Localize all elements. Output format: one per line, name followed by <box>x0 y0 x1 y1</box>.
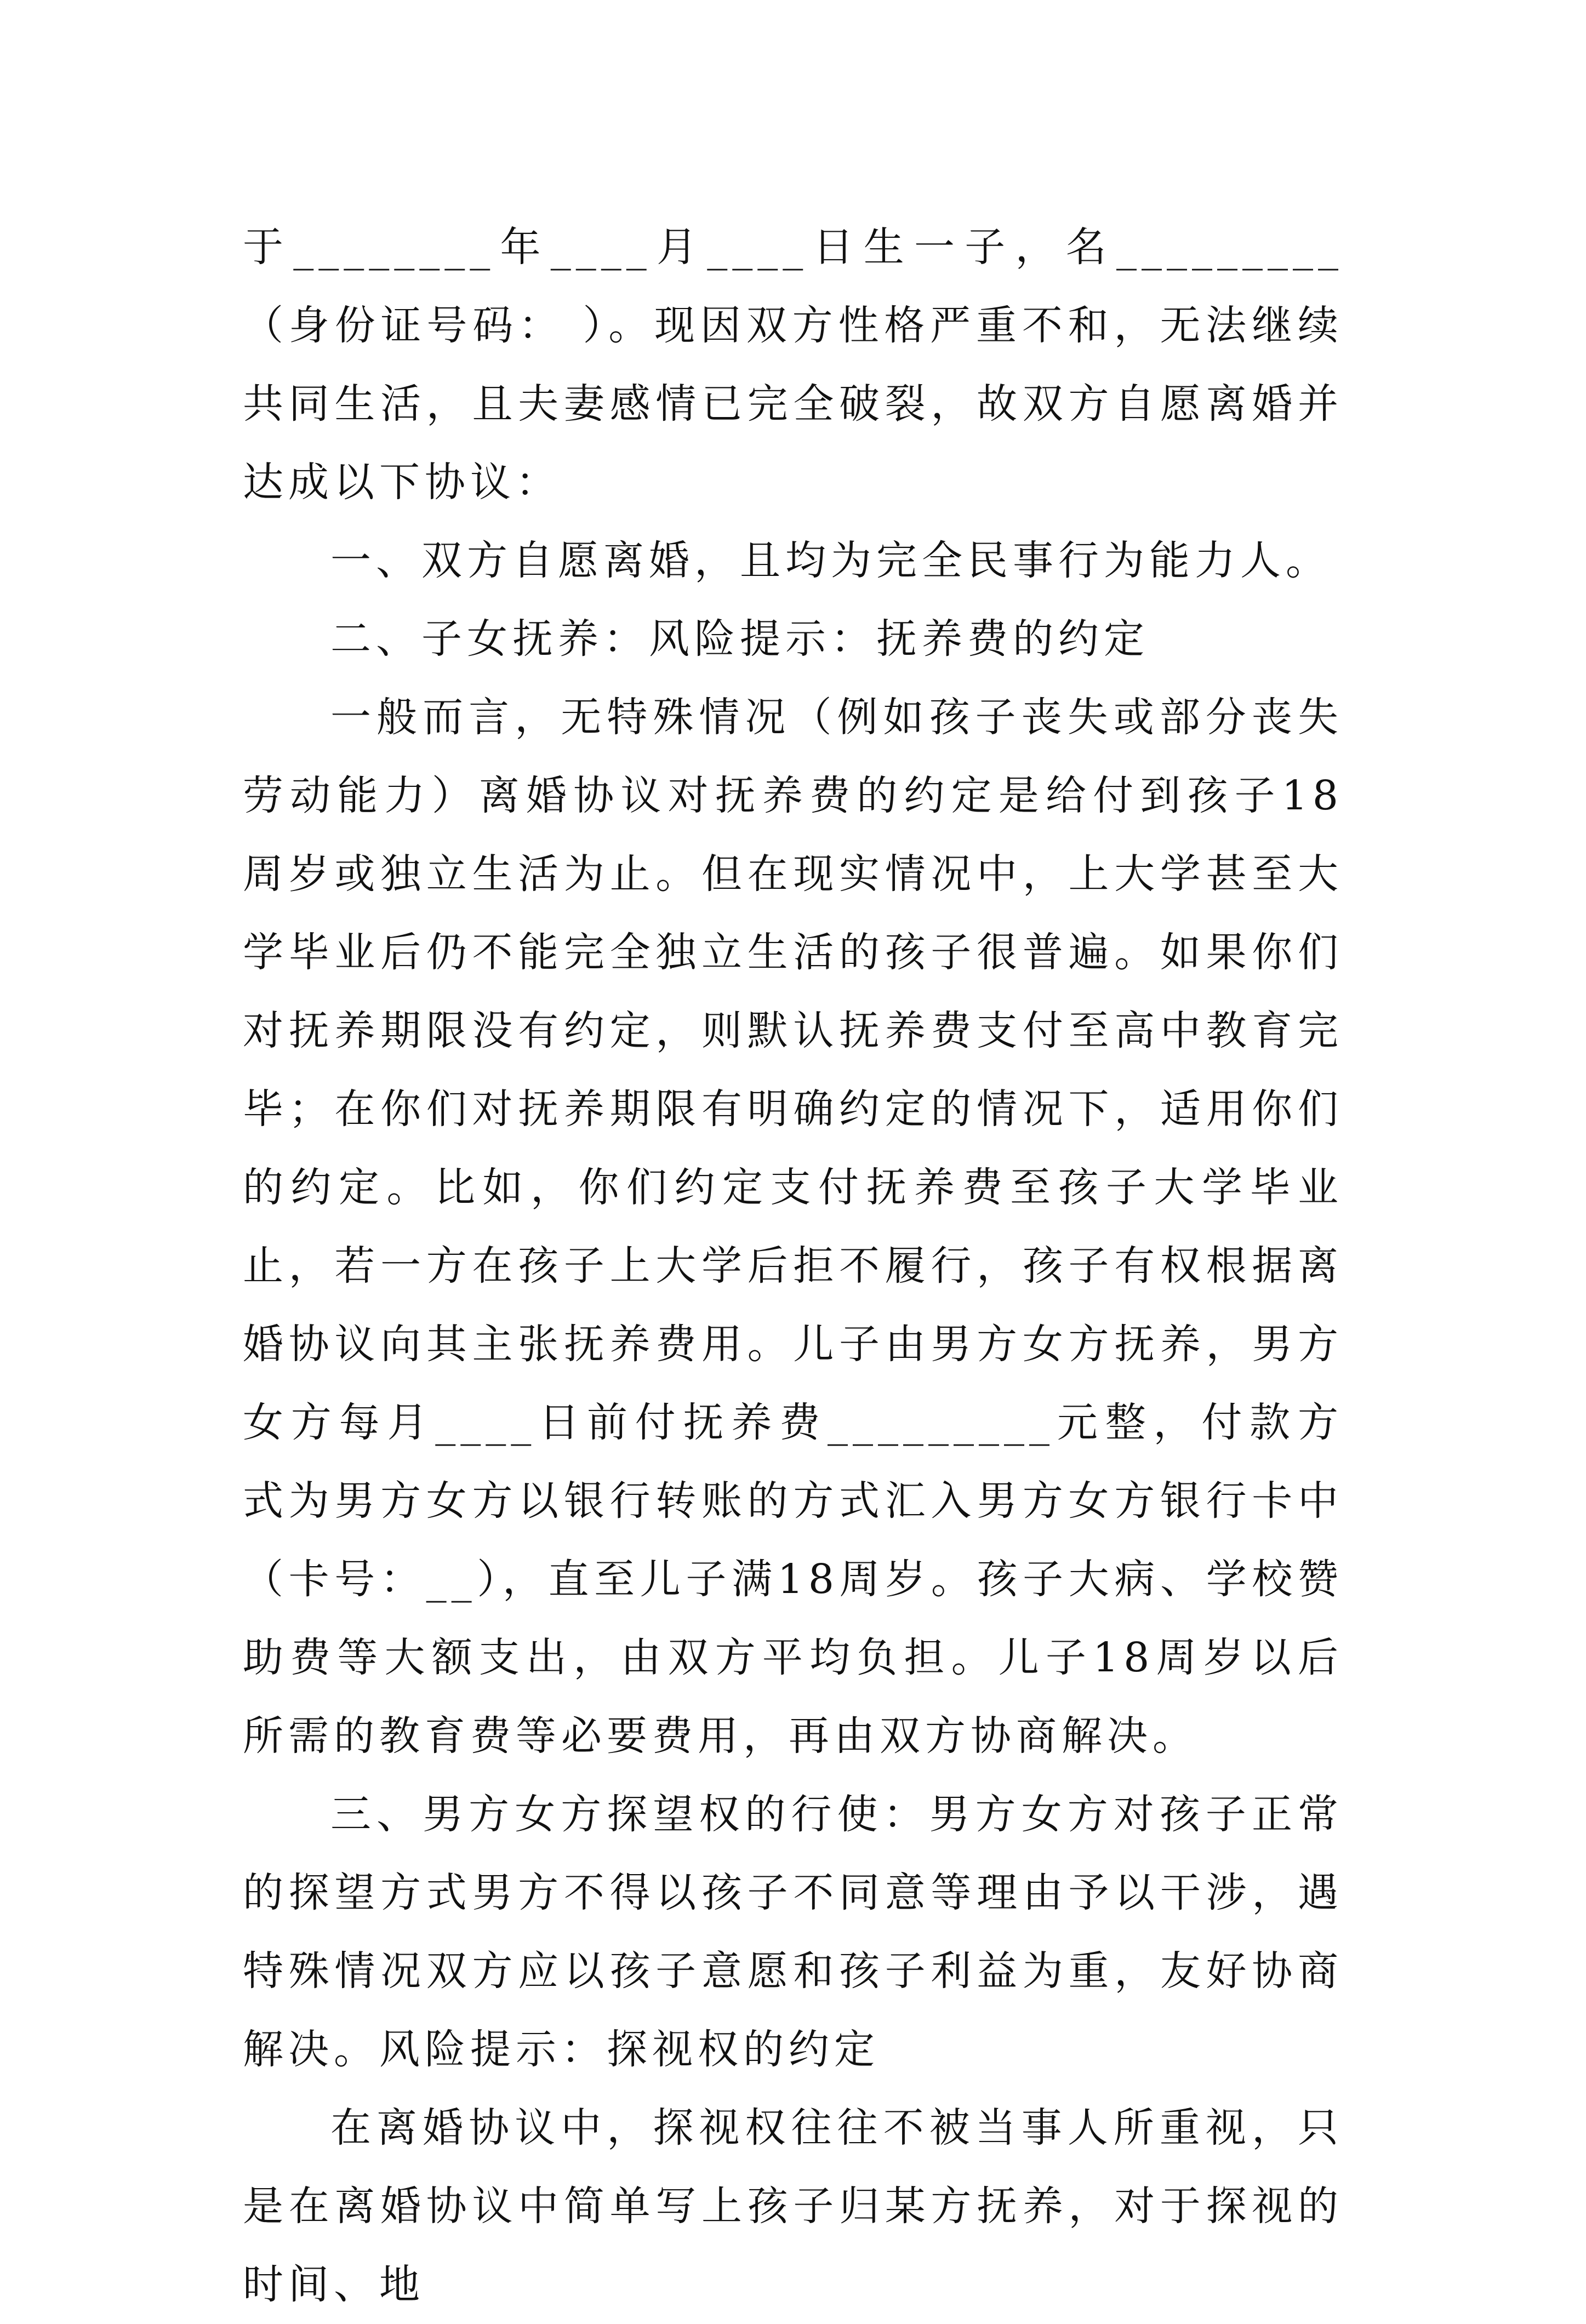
paragraph-child-birth-and-reason: 于________年____月____日生一子，名_________（身份证号码： ）。现因双方性格严重不和，无法继续共同生活，且夫妻感情已完全破裂，故双方自愿离婚并达成以下协议： <box>243 224 1343 506</box>
paragraph-clause-one: 一、双方自愿离婚，且均为完全民事行为能力人。 <box>330 537 1331 584</box>
paragraph-clause-three-visitation: 三、男方女方探望权的行使：男方女方对孩子正常的探望方式男方不得以孩子不同意等理由予以干涉，遇特殊情况双方应以孩子意愿和孩子利益为重，友好协商解决。风险提示：探视权的约定 <box>243 1791 1343 2073</box>
document-body <box>243 208 1343 2324</box>
paragraph-visitation-risk-note: 在离婚协议中，探视权往往不被当事人所重视，只是在离婚协议中简单写上孩子归某方抚养，对于探视的时间、地 <box>243 2104 1343 2308</box>
paragraph-clause-two-heading: 二、子女抚养：风险提示：抚养费的约定 <box>330 615 1149 663</box>
paragraph-child-support-details: 一般而言，无特殊情况（例如孩子丧失或部分丧失劳动能力）离婚协议对抚养费的约定是给付到孩子18周岁或独立生活为止。但在现实情况中，上大学甚至大学毕业后仍不能完全独立生活的孩子很普遍。如果你们对抚养期限没有约定，则默认抚养费支付至高中教育完毕；在你们对抚养期限有明确约定的情况下，适用你们的约定。比如，你们约定支付抚养费至孩子大学毕业止，若一方在孩子上大学后拒不履行，孩子有权根据离婚协议向其主张抚养费用。儿子由男方女方抚养，男方女方每月____日前付抚养费_________元整，付款方式为男方女方以银行转账的方式汇入男方女方银行卡中（卡号：__），直至儿子满18周岁。孩子大病、学校赞助费等大额支出，由双方平均负担。儿子18周岁以后所需的教育费等必要费用，再由双方协商解决。 <box>243 694 1343 1760</box>
